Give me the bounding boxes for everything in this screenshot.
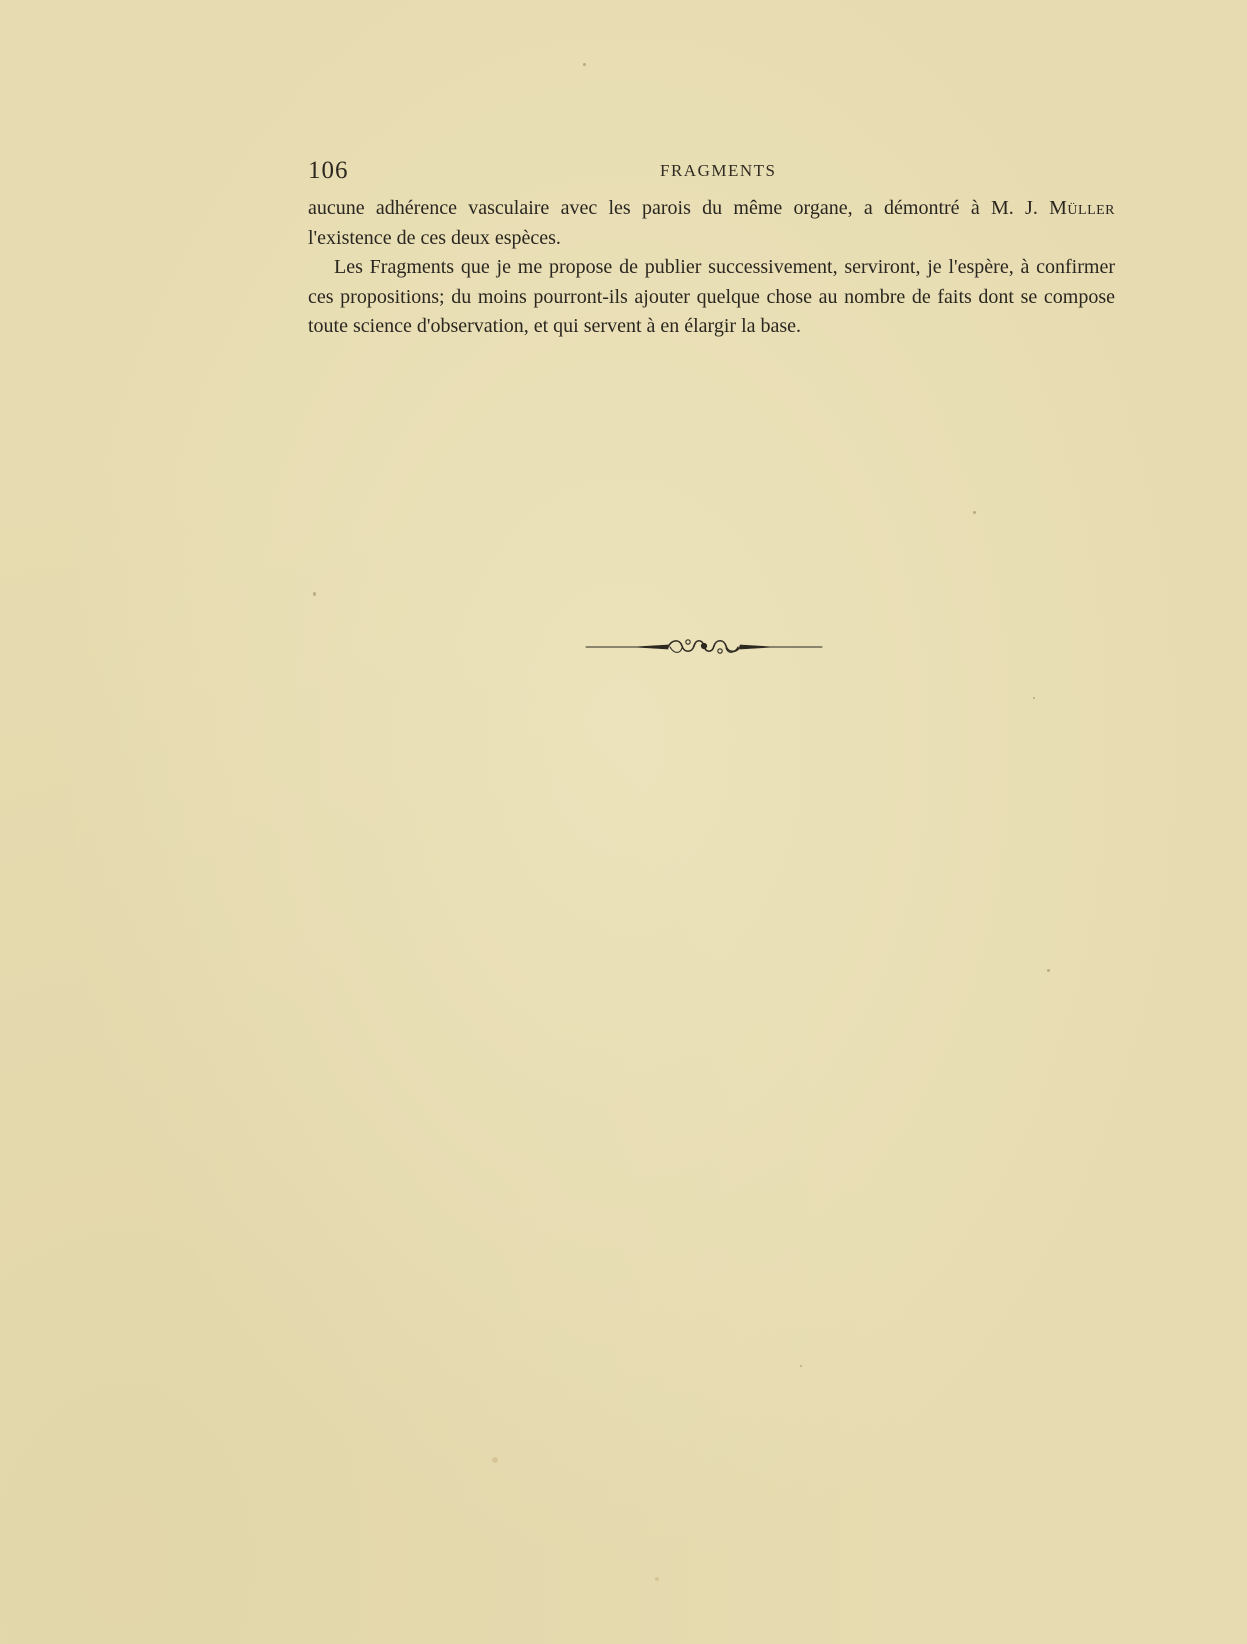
paper-speck — [1047, 969, 1050, 972]
paper-speck — [583, 63, 586, 66]
paper-speck — [313, 592, 316, 596]
paragraph-continuation-tail: l'existence de ces deux espèces. — [308, 226, 561, 249]
running-title: FRAGMENTS — [660, 161, 777, 180]
paper-speck — [655, 1577, 659, 1581]
paper-speck — [973, 511, 976, 514]
paper-speck — [800, 1365, 802, 1367]
paper-speck — [1033, 697, 1035, 699]
text-block — [308, 194, 1115, 342]
author-name: Müller — [1049, 197, 1116, 219]
paragraph-fragments: Les Fragments que je me propose de publier successivement, serviront, je l'espère, à confirmer ces propositions; du moins pourront-ils ajouter quelque chose au nombre de faits dont se compose toute science d'observation, et qui servent à en élargir la base. — [308, 256, 1115, 337]
running-head — [308, 156, 1115, 186]
paragraph-continuation — [308, 194, 1115, 253]
page-number: 106 — [308, 157, 349, 184]
end-ornament-icon — [584, 636, 824, 656]
paragraph-continuation-text: aucune adhérence vasculaire avec les parois du même organe, a démontré à M. J. — [308, 197, 1038, 219]
paper-speck — [492, 1457, 498, 1463]
